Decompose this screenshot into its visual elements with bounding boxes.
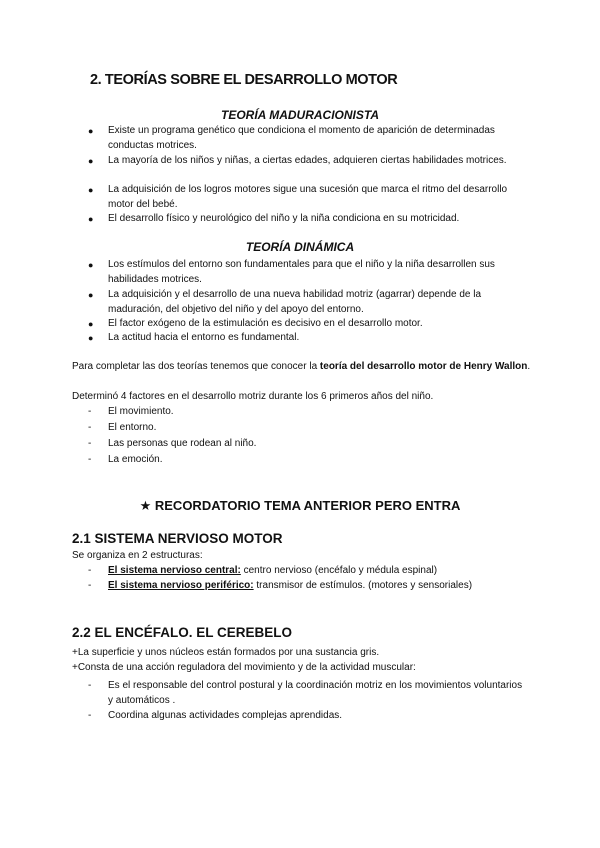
maduracionista-title: TEORÍA MADURACIONISTA bbox=[221, 108, 379, 122]
list-item: ● Existe un programa genético que condiciona el momento de aparición de determinadas conductas motrices. bbox=[88, 125, 495, 151]
section-2-2-title: 2.2 EL ENCÉFALO. EL CEREBELO bbox=[72, 625, 293, 640]
wallon-intro: Para completar las dos teorías tenemos que conocer la teoría del desarrollo motor de Henry Wallon. bbox=[72, 361, 531, 372]
main-heading: 2. TEORÍAS SOBRE EL DESARROLLO MOTOR bbox=[90, 72, 398, 88]
list-item: ● El factor exógeno de la estimulación es decisivo en el desarrollo motor. bbox=[88, 317, 528, 332]
section-2-1-title: 2.1 SISTEMA NERVIOSO MOTOR bbox=[72, 531, 283, 546]
bullet-icon: ● bbox=[88, 185, 94, 195]
section-2-1-intro: Se organiza en 2 estructuras: bbox=[72, 550, 203, 561]
section-2-2-line1: +La superficie y unos núcleos están formados por una sustancia gris. bbox=[72, 647, 380, 658]
list-item: ● Los estímulos del entorno son fundamentales para que el niño y la niña desarrollen sus habilidades motrices. bbox=[88, 259, 495, 285]
dinamica-title: TEORÍA DINÁMICA bbox=[245, 240, 355, 254]
list-item: - Es el responsable del control postural y la coordinación motriz en los movimientos voluntarios y automáticos . bbox=[88, 680, 523, 706]
wallon-factors-text: Determinó 4 factores en el desarrollo motriz durante los 6 primeros años del niño. bbox=[72, 391, 434, 402]
list-item: - El entorno. bbox=[88, 422, 157, 433]
star-icon: ★ bbox=[139, 498, 152, 513]
list-item: - El movimiento. bbox=[88, 406, 174, 417]
list-item: - El sistema nervioso central: centro nervioso (encéfalo y médula espinal) bbox=[88, 565, 438, 576]
list-item: ● La adquisición de los logros motores sigue una sucesión que marca el ritmo del desarrollo motor del bebé. bbox=[88, 184, 508, 210]
section-2-2-line2: +Consta de una acción reguladora del movimiento y de la actividad muscular: bbox=[72, 662, 416, 673]
list-item: ● El desarrollo físico y neurológico del niño y la niña condiciona en su motricidad. bbox=[88, 212, 528, 227]
bullet-icon: ● bbox=[88, 319, 94, 329]
list-item: ● La mayoría de los niños y niñas, a ciertas edades, adquieren ciertas habilidades motrices. bbox=[88, 154, 528, 169]
bullet-icon: ● bbox=[88, 333, 94, 343]
bullet-icon: ● bbox=[88, 214, 94, 224]
list-item: - La emoción. bbox=[88, 454, 163, 465]
bullet-icon: ● bbox=[88, 126, 94, 136]
bullet-icon: ● bbox=[88, 260, 94, 270]
list-item: - El sistema nervioso periférico: transmisor de estímulos. (motores y sensoriales) bbox=[88, 580, 473, 591]
bullet-icon: ● bbox=[88, 290, 94, 300]
list-item: - Las personas que rodean al niño. bbox=[88, 438, 257, 449]
bullet-icon: ● bbox=[88, 156, 94, 166]
list-item: - Coordina algunas actividades complejas aprendidas. bbox=[88, 710, 343, 721]
recordatorio-heading: ★ RECORDATORIO TEMA ANTERIOR PERO ENTRA bbox=[139, 498, 461, 513]
list-item: ● La actitud hacia el entorno es fundamental. bbox=[88, 331, 528, 346]
list-item: ● La adquisición y el desarrollo de una nueva habilidad motriz (agarrar) depende de la maduración, del objetivo del niño y del apoyo del entorno. bbox=[88, 289, 482, 315]
